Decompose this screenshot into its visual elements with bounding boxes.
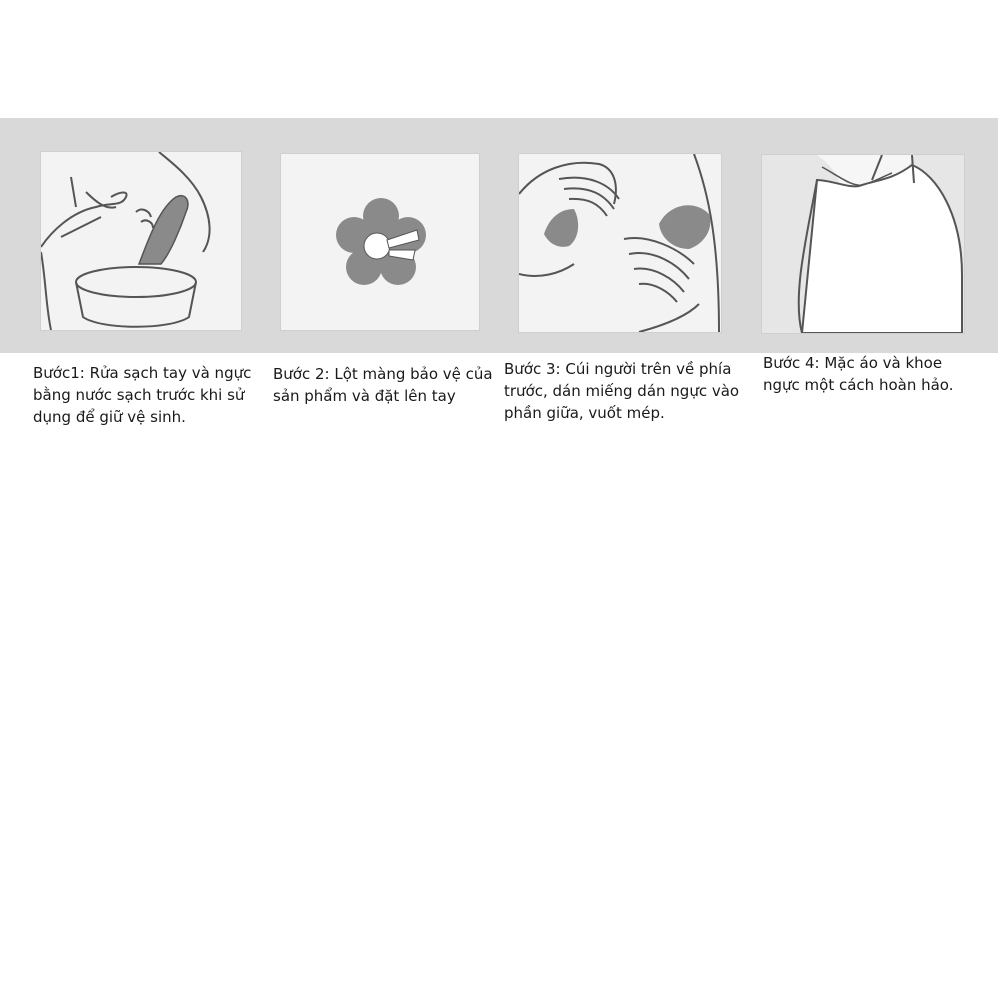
applying-pad-icon bbox=[519, 154, 721, 332]
step-4-illustration bbox=[761, 154, 965, 334]
step-3-caption: Bước 3: Cúi người trên về phía trước, dán miếng dán ngực vào phần giữa, vuốt mép. bbox=[504, 360, 740, 422]
step-2-caption: Bước 2: Lột màng bảo vệ của sản phẩm và đặt lên tay bbox=[273, 365, 493, 405]
step-1-illustration bbox=[40, 151, 242, 331]
washing-hands-icon bbox=[41, 152, 241, 330]
dressed-torso-icon bbox=[762, 155, 964, 333]
step-2-illustration bbox=[280, 153, 480, 331]
flower-pad-icon bbox=[281, 154, 479, 330]
step-1-caption: Bước1: Rửa sạch tay và ngực bằng nước sạch trước khi sử dụng để giữ vệ sinh. bbox=[33, 364, 252, 426]
step-4-caption: Bước 4: Mặc áo và khoe ngực một cách hoàn hảo. bbox=[763, 354, 954, 394]
step-3-illustration bbox=[518, 153, 722, 333]
